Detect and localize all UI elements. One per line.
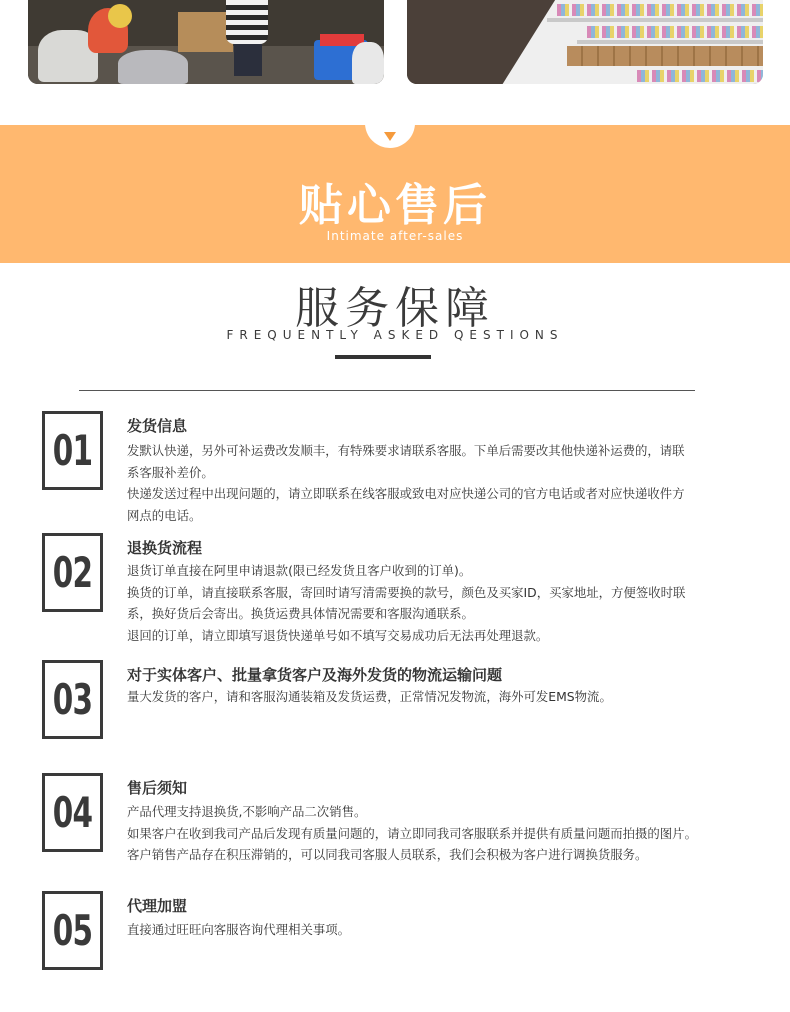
item-line: 退回的订单，请立即填写退货快递单号如不填写交易成功后无法再处理退款。 — [127, 627, 549, 643]
item-line: 如果客户在收到我司产品后发现有质量问题的，请立即同我司客服联系并提供有质量问题而拍摄的图片。 — [127, 825, 697, 841]
item-line: 直接通过旺旺向客服咨询代理相关事项。 — [127, 922, 351, 937]
store-photo-right — [407, 0, 763, 84]
item-number: 04 — [52, 788, 93, 837]
section-subtitle: FREQUENTLY ASKED QESTIONS — [226, 328, 564, 342]
item-number-box — [42, 891, 103, 970]
item-number: 05 — [52, 906, 93, 955]
item-title: 对于实体客户、批量拿货客户及海外发货的物流运输问题 — [127, 666, 503, 684]
item-line: 量大发货的客户，请和客服沟通装箱及发货运费，正常情况发物流，海外可发EMS物流。 — [127, 689, 612, 704]
chevron-down-icon — [384, 132, 396, 141]
photo-shelf-boxes — [567, 46, 763, 66]
item-line: 网点的电话。 — [127, 507, 202, 523]
item-number-box — [42, 411, 103, 490]
item-line: 快递发送过程中出现问题的，请立即联系在线客服或致电对应快递公司的官方电话或者对应快递收件方 — [127, 486, 685, 501]
item-line: 产品代理支持退换货,不影响产品二次销售。 — [127, 804, 367, 819]
item-number-box — [42, 533, 103, 612]
item-title: 代理加盟 — [127, 897, 188, 915]
item-number: 03 — [52, 675, 93, 724]
item-title: 发货信息 — [127, 417, 188, 435]
photo-box — [178, 12, 233, 52]
photo-toy — [108, 4, 132, 28]
section-underline — [335, 355, 431, 359]
item-body — [127, 801, 747, 866]
section-divider — [79, 390, 695, 391]
item-number-box — [42, 773, 103, 852]
photo-shelf-products — [557, 4, 763, 16]
photo-bag — [118, 50, 188, 84]
banner-title: 贴心售后 — [299, 180, 491, 231]
item-line: 系，换好货后会寄出。换货运费具体情况需要和客服沟通联系。 — [127, 606, 474, 621]
item-title: 售后须知 — [127, 779, 188, 797]
item-number: 02 — [52, 548, 93, 597]
item-number-box — [42, 660, 103, 739]
item-body — [127, 440, 727, 526]
item-line: 发默认快递，另外可补运费改发顺丰，有特殊要求请联系客服。下单后需要改其他快递补运费的，请联 — [127, 443, 685, 458]
item-body — [127, 560, 727, 646]
item-line: 系客服补差价。 — [127, 464, 214, 480]
item-line: 换货的订单，请直接联系客服，寄回时请写清需要换的款号，颜色及买家ID，买家地址，方便签收时联 — [127, 584, 686, 600]
store-photo-left — [28, 0, 384, 84]
after-sales-banner — [0, 125, 790, 263]
section-title: 服务保障 — [295, 283, 495, 334]
photo-shelf-edge — [547, 18, 763, 22]
photo-shelf-edge — [577, 40, 763, 44]
photo-shelf-products — [587, 26, 763, 38]
photo-child — [226, 0, 268, 44]
photo-child-legs — [234, 44, 262, 76]
banner-circle — [365, 98, 415, 148]
item-line: 退货订单直接在阿里申请退款(限已经发货且客户收到的订单)。 — [127, 563, 472, 578]
item-body — [127, 919, 727, 941]
photo-shelf-products — [637, 70, 763, 82]
item-number: 01 — [52, 426, 93, 475]
item-body — [127, 686, 727, 708]
item-line: 客户销售产品存在积压滞销的，可以同我司客服人员联系，我们会积极为客户进行调换货服务。 — [127, 847, 648, 862]
photo-bag — [352, 42, 384, 84]
item-title: 退换货流程 — [127, 539, 203, 557]
banner-subtitle: Intimate after-sales — [326, 229, 464, 243]
